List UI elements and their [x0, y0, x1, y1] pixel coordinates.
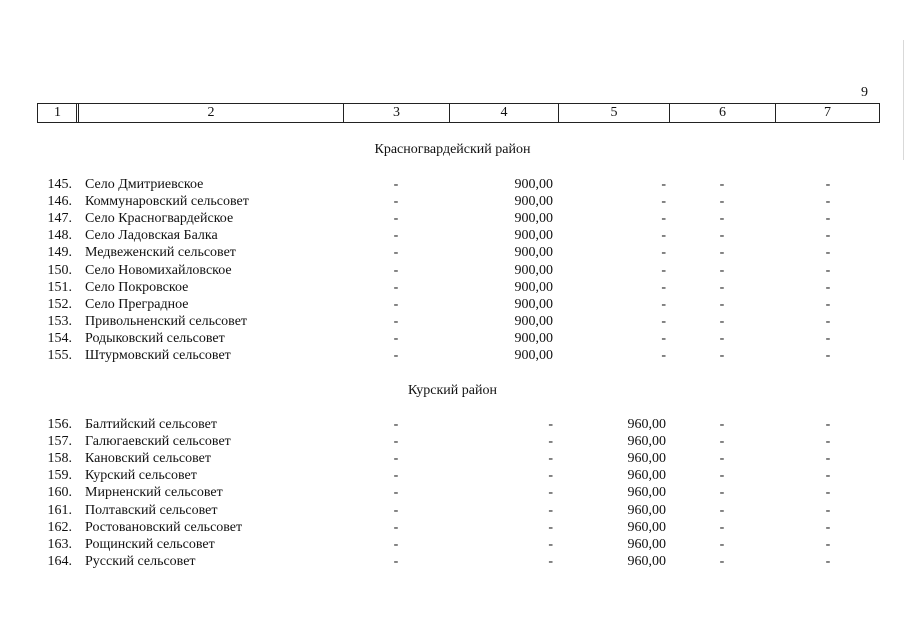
cell-col-7: - [825, 451, 831, 467]
cell-col-5: - [661, 348, 666, 363]
cell-col-7: - [825, 228, 831, 244]
cell-col-7: - [825, 296, 831, 312]
cell-col-4: 900,00 [514, 279, 553, 295]
cell-col-4: 900,00 [514, 211, 553, 227]
cell-col-4: - [548, 502, 553, 518]
cell-col-4: - [548, 451, 553, 467]
cell-col-5: - [661, 296, 666, 312]
locality-name: Село Новомихайловское [85, 262, 232, 278]
locality-name: Село Ладовская Балка [85, 228, 218, 244]
cell-col-3: - [393, 245, 399, 261]
column-number-4: 4 [500, 105, 508, 120]
cell-col-5: 960,00 [627, 485, 666, 501]
cell-col-5: - [661, 313, 666, 329]
locality-name: Ростовановский сельсовет [85, 519, 243, 535]
cell-col-3: - [393, 296, 399, 312]
cell-col-4: - [548, 468, 553, 484]
cell-col-5: 960,00 [627, 519, 666, 535]
cell-col-6: - [719, 245, 725, 261]
locality-name: Село Красногвардейское [85, 211, 234, 227]
cell-col-5: - [661, 262, 666, 278]
cell-col-6: - [719, 177, 725, 192]
row-number: 160. [47, 485, 72, 501]
cell-col-4: - [548, 536, 553, 552]
table-row [0, 536, 905, 553]
cell-col-7: - [825, 177, 831, 192]
cell-col-6: - [719, 536, 725, 552]
cell-col-6: - [719, 468, 725, 484]
cell-col-5: - [661, 279, 666, 295]
row-number: 153. [47, 313, 72, 329]
table-row [0, 193, 905, 210]
row-number: 150. [47, 262, 72, 278]
cell-col-5: - [661, 245, 666, 261]
cell-col-4: - [548, 485, 553, 501]
table-row [0, 416, 905, 433]
cell-col-7: - [825, 536, 831, 552]
cell-col-3: - [393, 262, 399, 278]
table-row [0, 227, 905, 244]
locality-name: Село Дмитриевское [85, 177, 204, 192]
row-number: 149. [47, 245, 72, 261]
column-number-1: 1 [54, 105, 61, 120]
page-number: 9 [861, 85, 868, 100]
locality-name: Коммунаровский сельсовет [85, 194, 249, 210]
cell-col-3: - [393, 451, 399, 467]
table-row [0, 330, 905, 347]
table-row [0, 347, 905, 364]
table-row [0, 502, 905, 519]
locality-name: Родыковский сельсовет [85, 330, 225, 346]
cell-col-3: - [393, 330, 399, 346]
row-number: 158. [47, 451, 72, 467]
cell-col-6: - [719, 348, 725, 363]
cell-col-4: - [548, 434, 553, 450]
cell-col-3: - [393, 485, 399, 501]
cell-col-6: - [719, 279, 725, 295]
cell-col-7: - [825, 279, 831, 295]
cell-col-5: - [661, 211, 666, 227]
table-row [0, 313, 905, 330]
cell-col-5: 960,00 [627, 468, 666, 484]
locality-name: Полтавский сельсовет [85, 502, 218, 518]
column-number-3: 3 [393, 105, 400, 120]
cell-col-4: - [548, 553, 553, 569]
cell-col-3: - [393, 348, 399, 363]
table-row [0, 433, 905, 450]
row-number: 146. [47, 194, 72, 210]
cell-col-3: - [393, 417, 399, 432]
cell-col-5: - [661, 228, 666, 244]
cell-col-6: - [719, 330, 725, 346]
cell-col-7: - [825, 485, 831, 501]
cell-col-6: - [719, 434, 725, 450]
cell-col-4: 900,00 [514, 330, 553, 346]
table-row [0, 484, 905, 501]
row-number: 156. [47, 417, 72, 432]
cell-col-3: - [393, 194, 399, 210]
cell-col-7: - [825, 553, 831, 569]
cell-col-6: - [719, 417, 725, 432]
cell-col-7: - [825, 502, 831, 518]
locality-name: Штурмовский сельсовет [85, 348, 231, 363]
cell-col-7: - [825, 348, 831, 363]
cell-col-4: 900,00 [514, 245, 553, 261]
cell-col-4: 900,00 [514, 177, 553, 192]
column-number-2: 2 [207, 105, 215, 120]
cell-col-6: - [719, 228, 725, 244]
row-number: 162. [47, 519, 72, 535]
cell-col-5: - [661, 330, 666, 346]
cell-col-3: - [393, 434, 399, 450]
column-number-5: 5 [610, 105, 618, 120]
row-number: 152. [47, 296, 72, 312]
column-divider [76, 104, 77, 122]
cell-col-5: 960,00 [627, 451, 666, 467]
cell-col-7: - [825, 434, 831, 450]
locality-name: Русский сельсовет [85, 553, 196, 569]
row-number: 163. [47, 536, 72, 552]
table-row [0, 176, 905, 193]
cell-col-3: - [393, 279, 399, 295]
table-row [0, 296, 905, 313]
cell-col-5: 960,00 [627, 417, 666, 432]
cell-col-4: 900,00 [514, 348, 553, 363]
locality-name: Кановский сельсовет [85, 451, 211, 467]
table-row [0, 519, 905, 536]
cell-col-6: - [719, 194, 725, 210]
cell-col-4: - [548, 519, 553, 535]
locality-name: Мирненский сельсовет [85, 485, 223, 501]
cell-col-5: - [661, 177, 666, 192]
table-row [0, 262, 905, 279]
column-number-header [37, 103, 880, 123]
cell-col-7: - [825, 194, 831, 210]
table-row [0, 210, 905, 227]
cell-col-3: - [393, 519, 399, 535]
locality-name: Медвеженский сельсовет [85, 245, 236, 261]
cell-col-6: - [719, 502, 725, 518]
cell-col-5: 960,00 [627, 536, 666, 552]
cell-col-3: - [393, 228, 399, 244]
cell-col-3: - [393, 211, 399, 227]
table-row [0, 244, 905, 261]
cell-col-4: 900,00 [514, 228, 553, 244]
cell-col-7: - [825, 262, 831, 278]
locality-name: Рощинский сельсовет [85, 536, 215, 552]
row-number: 164. [47, 553, 72, 569]
cell-col-7: - [825, 313, 831, 329]
section-title: Курский район [408, 383, 497, 398]
row-number: 147. [47, 211, 72, 227]
cell-col-4: - [548, 417, 553, 432]
cell-col-6: - [719, 519, 725, 535]
locality-name: Курский сельсовет [85, 468, 197, 484]
cell-col-6: - [719, 211, 725, 227]
table-row [0, 553, 905, 570]
locality-name: Село Преградное [85, 296, 189, 312]
cell-col-5: 960,00 [627, 502, 666, 518]
cell-col-6: - [719, 485, 725, 501]
cell-col-3: - [393, 468, 399, 484]
cell-col-7: - [825, 330, 831, 346]
locality-name: Село Покровское [85, 279, 189, 295]
column-number-7: 7 [824, 105, 831, 120]
cell-col-7: - [825, 245, 831, 261]
row-number: 154. [47, 330, 72, 346]
cell-col-6: - [719, 553, 725, 569]
cell-col-5: 960,00 [627, 553, 666, 569]
cell-col-6: - [719, 451, 725, 467]
row-number: 161. [47, 502, 72, 518]
cell-col-7: - [825, 468, 831, 484]
row-number: 155. [47, 348, 72, 363]
cell-col-7: - [825, 211, 831, 227]
row-number: 148. [47, 228, 72, 244]
row-number: 157. [47, 434, 72, 450]
cell-col-4: 900,00 [514, 313, 553, 329]
cell-col-6: - [719, 296, 725, 312]
cell-col-6: - [719, 313, 725, 329]
row-number: 159. [47, 468, 72, 484]
column-number-6: 6 [719, 105, 726, 120]
cell-col-5: 960,00 [627, 434, 666, 450]
table-row [0, 450, 905, 467]
locality-name: Привольненский сельсовет [85, 313, 248, 329]
table-row [0, 279, 905, 296]
cell-col-3: - [393, 502, 399, 518]
cell-col-3: - [393, 553, 399, 569]
row-number: 145. [47, 177, 72, 192]
row-number: 151. [47, 279, 72, 295]
cell-col-4: 900,00 [514, 296, 553, 312]
cell-col-7: - [825, 519, 831, 535]
cell-col-4: 900,00 [514, 194, 553, 210]
locality-name: Галюгаевский сельсовет [85, 434, 231, 450]
cell-col-3: - [393, 536, 399, 552]
section-title: Красногвардейский район [374, 142, 531, 157]
cell-col-7: - [825, 417, 831, 432]
table-row [0, 467, 905, 484]
cell-col-3: - [393, 177, 399, 192]
cell-col-3: - [393, 313, 399, 329]
locality-name: Балтийский сельсовет [85, 417, 218, 432]
cell-col-4: 900,00 [514, 262, 553, 278]
cell-col-5: - [661, 194, 666, 210]
cell-col-6: - [719, 262, 725, 278]
